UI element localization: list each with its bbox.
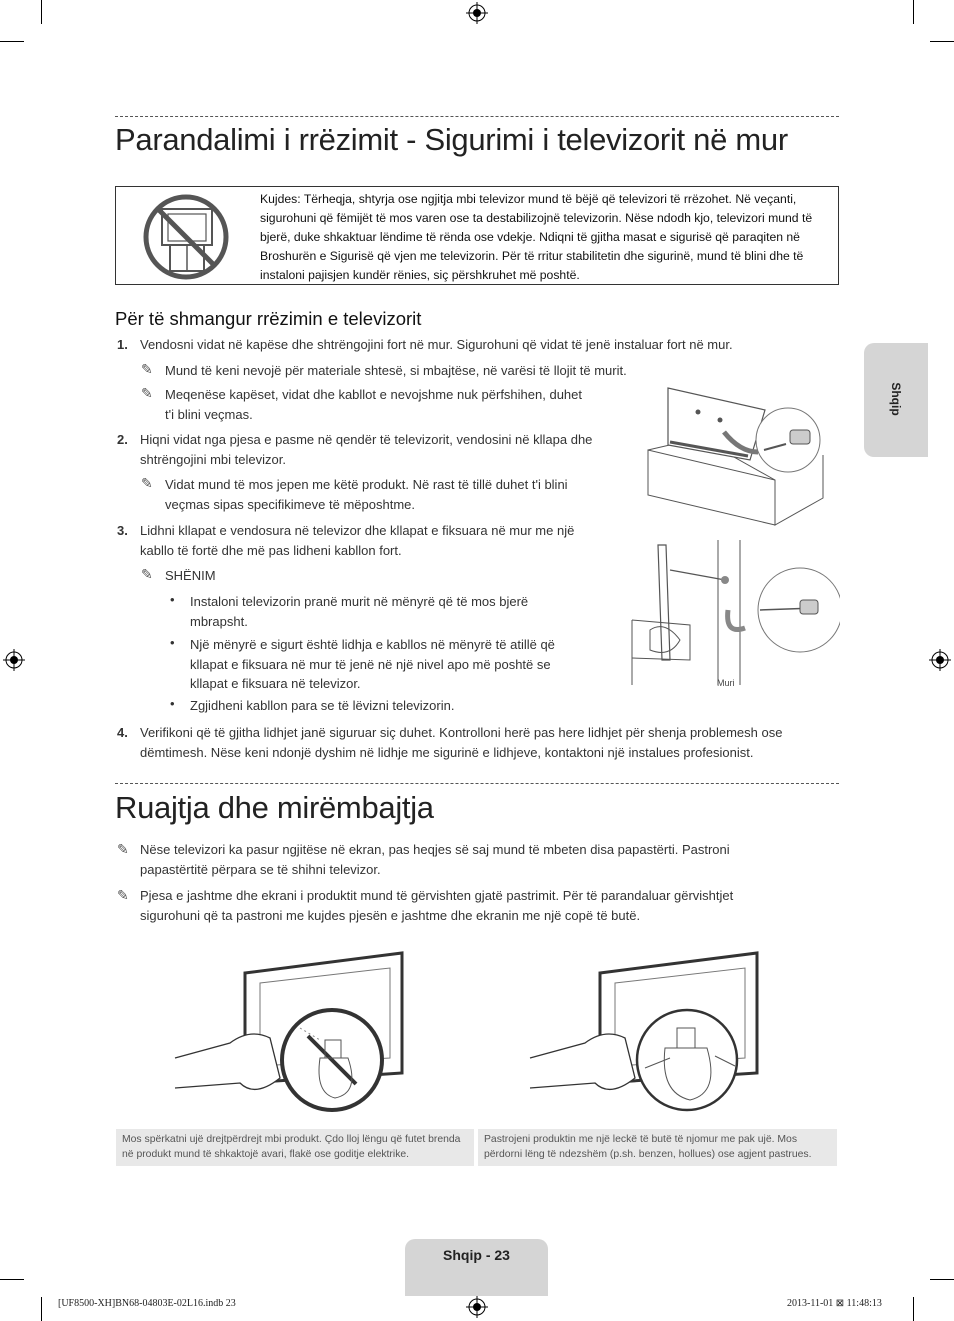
wall-label: Muri — [717, 678, 735, 688]
section-title: Parandalimi i rrëzimit - Sigurimi i televizorit në mur — [115, 122, 788, 157]
step-number: 2. — [117, 432, 128, 447]
crop-mark — [41, 0, 42, 24]
step-1-note-1: Mund të keni nevojë për materiale shtesë, si mbajtëse, në varësi të llojit të murit. — [165, 363, 627, 378]
step-4-text: Verifikoni që të gjitha lidhjet janë siguruar siç duhet. Kontrolloni herë pas here lidhjet për shenja problemesh ose dëmtimesh. Nëse keni ndonjë dyshim në lidhje me sigurinë e lidhjeve, kontaktoni një instalues profesionist. — [140, 725, 783, 760]
bullet-icon: • — [170, 696, 175, 711]
crop-mark — [0, 41, 24, 42]
registration-mark-icon — [466, 2, 488, 24]
step-1-note-2: Meqenëse kapëset, vidat dhe kabllot e nevojshme nuk përfshihen, duhet t'i blini veçmas. — [165, 387, 582, 422]
caption-right: Pastrojeni produktin me një leckë të butë të njomur me pak ujë. Mos përdorni lëng të ndezshëm (p.sh. benzen, hollues) ose agjent pastrues. — [478, 1129, 837, 1166]
subheading: Për të shmangur rrëzimin e televizorit — [115, 308, 422, 329]
caption-left: Mos spërkatni ujë drejtpërdrejt mbi produkt. Çdo lloj lëngu që futet brenda në produkt mund të shkaktojë avari, flakë ose goditje elektrike. — [116, 1129, 474, 1166]
registration-mark-icon — [466, 1296, 488, 1318]
registration-mark-icon — [929, 649, 951, 671]
crop-mark — [913, 0, 914, 24]
section-title: Ruajtja dhe mirëmbajtja — [115, 790, 434, 825]
care-note-1: Nëse televizori ka pasur ngjitëse në ekran, pas heqjes së saj mund të mbeten disa papastërti. Pastroni papastërtitë përpara se të shihni televizor. — [140, 842, 730, 877]
crop-mark — [930, 1279, 954, 1280]
tv-bracket-illustration — [640, 380, 840, 530]
note-pencil-icon: ✎ — [117, 841, 129, 857]
page-number: Shqip - 23 — [405, 1239, 548, 1296]
note-pencil-icon: ✎ — [141, 385, 153, 401]
bullet-text: Një mënyrë e sigurt është lidhja e kabllos në mënyrë të atillë që kllapat e fiksuara në mur të jenë në një nivel apo më poshtë se kllapat e fiksuara në televizor. — [190, 637, 555, 691]
step-3-text: Lidhni kllapat e vendosura në televizor dhe kllapat e fiksuara në mur me një kabllo të fortë dhe më pas lidheni kabllon fort. — [140, 523, 575, 558]
step-2-note: Vidat mund të mos jepen me këtë produkt. Në rast të tillë duhet t'i blini veçmas sipas specifikimeve të mëposhtme. — [165, 477, 568, 512]
crop-mark — [930, 41, 954, 42]
step-number: 4. — [117, 725, 128, 740]
care-note-2: Pjesa e jashtme dhe ekrani i produktit mund të gërvishten gjatë pastrimit. Për të parandaluar gërvishtjet sigurohuni që ta pastroni me kujdes pjesën e jashtme dhe ekranin me një copë të butë. — [140, 888, 734, 923]
note-pencil-icon: ✎ — [141, 566, 153, 582]
note-pencil-icon: ✎ — [141, 361, 153, 377]
crop-mark — [41, 1297, 42, 1321]
wall-cable-illustration — [630, 540, 840, 695]
section-divider — [115, 116, 839, 117]
step-number: 1. — [117, 337, 128, 352]
warning-box — [115, 186, 839, 285]
warning-text: Kujdes: Tërheqja, shtyrja ose ngjitja mbi televizor mund të bëjë që televizori të rrëzohet. Në veçanti, sigurohuni që fëmijët të mos varen ose ta destabilizojnë televizorin. Nëse ndodh kjo, televizori mund të bjerë, duke shkaktuar lëndime të rënda ose vdekje. Ndiqni të gjitha masat e sigurisë që paraqiten në Broshurën e Sigurisë që vjen me televizorin. Për të rritur stabilitetin dhe sigurinë, mund të blini dhe të instaloni pajisjen kundër rënies, siç përshkruhet më poshtë. — [260, 192, 813, 282]
note-pencil-icon: ✎ — [141, 475, 153, 491]
crop-mark — [913, 1297, 914, 1321]
no-climbing-tv-icon — [140, 193, 232, 281]
step-1-text: Vendosni vidat në kapëse dhe shtrëngojini fort në mur. Sigurohuni që vidat të jenë instaluar fort në mur. — [140, 337, 733, 352]
step-2-text: Hiqni vidat nga pjesa e pasme në qendër të televizorit, vendosini në kllapa dhe shtrëngojini mbi televizor. — [140, 432, 593, 467]
bullet-icon: • — [170, 592, 175, 607]
note-pencil-icon: ✎ — [117, 887, 129, 903]
section-divider — [115, 783, 839, 784]
registration-mark-icon — [3, 649, 25, 671]
bullet-text: Instaloni televizorin pranë murit në mënyrë që të mos bjerë mbrapsht. — [190, 594, 529, 629]
soft-cloth-illustration — [525, 948, 765, 1118]
step-number: 3. — [117, 523, 128, 538]
footer-timestamp: 2013-11-01 ⊠ 11:48:13 — [787, 1298, 882, 1309]
note-label: SHËNIM — [165, 568, 216, 583]
crop-mark — [0, 1279, 24, 1280]
bullet-icon: • — [170, 635, 175, 650]
language-side-tab-label: Shqip — [889, 382, 903, 416]
footer-file-info: [UF8500-XH]BN68-04803E-02L16.indb 23 — [58, 1298, 236, 1309]
no-spray-illustration — [170, 948, 410, 1118]
bullet-text: Zgjidheni kabllon para se të lëvizni televizorin. — [190, 698, 455, 713]
